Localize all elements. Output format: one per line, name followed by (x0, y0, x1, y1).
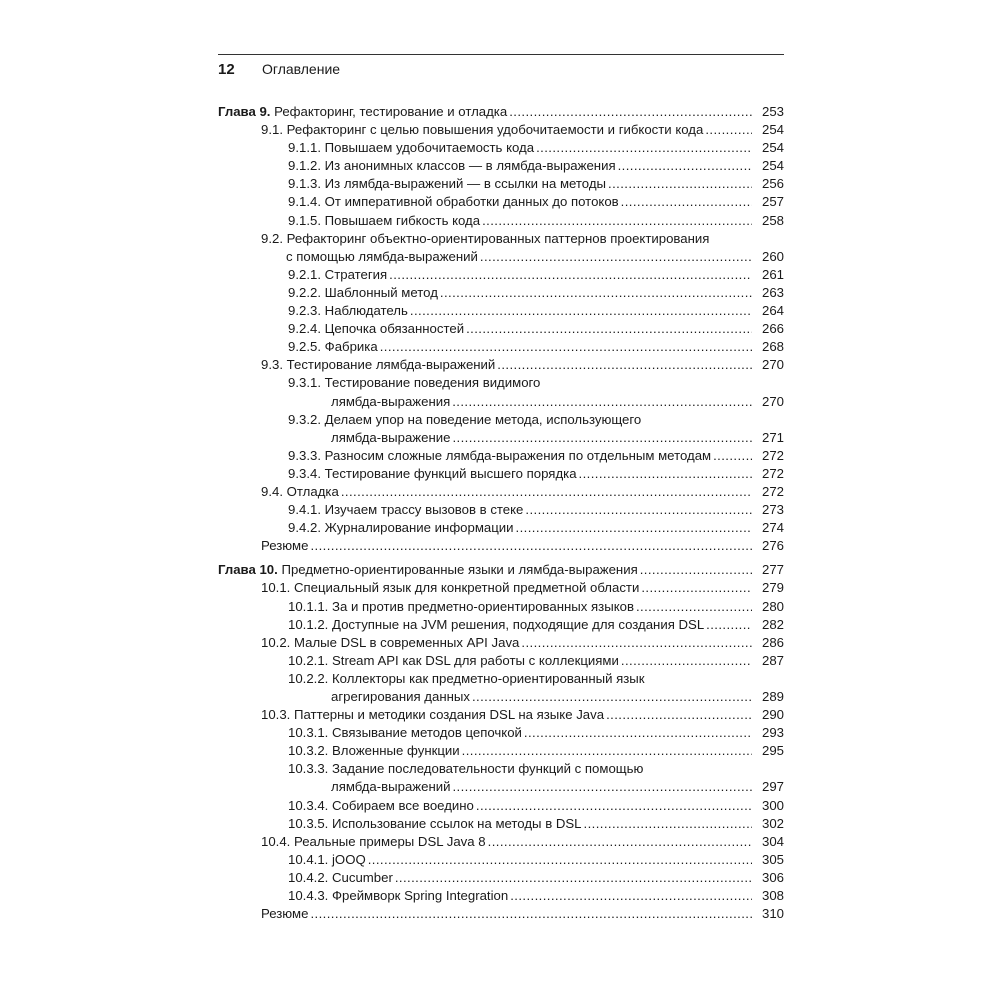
toc-page-number: 272 (761, 465, 784, 481)
toc-entry-label (218, 212, 754, 230)
page-header (218, 54, 784, 85)
toc-page-number: 268 (761, 339, 784, 355)
dot-leader (509, 103, 752, 121)
toc-entry-number: 10.4.2. (288, 869, 332, 885)
toc-entry-line (218, 760, 784, 778)
toc-entry-label (218, 447, 754, 465)
toc-entry-number: 9.3.1. (288, 375, 325, 391)
toc-entry-title: Предметно-ориентированные языки и лямбда-выражения (281, 562, 638, 578)
toc-entry-label (218, 483, 754, 501)
toc-page-number: 263 (761, 284, 784, 300)
toc-entry (218, 905, 784, 923)
toc-page-number: 254 (761, 122, 784, 138)
page-number: 12 (218, 61, 235, 78)
toc-page-number: 290 (761, 707, 784, 723)
toc-chapter (218, 561, 784, 579)
toc-entry-title: Коллекторы как предметно-ориентированный язык (332, 670, 645, 686)
toc-entry-title: За и против предметно-ориентированных языков (332, 598, 634, 614)
toc-entry-title: От императивной обработки данных до потоков (324, 194, 619, 210)
toc-page-number: 300 (761, 797, 784, 813)
toc-entry-title: Тестирование поведения видимого (324, 375, 541, 391)
toc-entry (218, 320, 784, 338)
toc-entry-number: 10.3. (261, 707, 294, 723)
toc-entry-number: 10.1.2. (288, 616, 332, 632)
dot-leader (395, 869, 752, 887)
dot-leader (440, 284, 752, 302)
toc-entry-number: 9.4.1. (288, 502, 325, 518)
toc-entry (218, 393, 784, 411)
toc-entry-title: jOOQ (332, 851, 366, 867)
toc-entry-label (218, 175, 754, 193)
toc-entry-label (218, 706, 754, 724)
dot-leader (636, 598, 752, 616)
dot-leader (497, 356, 752, 374)
toc-entry-title: Реальные примеры DSL Java 8 (294, 833, 486, 849)
dot-leader (462, 742, 752, 760)
toc-entry-number: 9.2. (261, 230, 287, 246)
toc-chapter (218, 103, 784, 121)
toc-entry-number: 10.3.4. (288, 797, 332, 813)
toc-entry-label (218, 887, 754, 905)
toc-entry-label (218, 905, 754, 923)
toc-page-number: 257 (761, 194, 784, 210)
toc-entry-title: Повышаем гибкость кода (324, 212, 481, 228)
toc-entry-number: 9.2.2. (288, 284, 325, 300)
toc-page-number: 279 (761, 580, 784, 596)
toc-entry-title: Фабрика (324, 339, 378, 355)
toc-entry-label (218, 815, 754, 833)
toc-entry-label (218, 579, 754, 597)
toc-entry-title: Связывание методов цепочкой (332, 725, 522, 741)
dot-leader (310, 905, 752, 923)
toc-entry-label (218, 121, 754, 139)
toc-entry-title: Stream API как DSL для работы с коллекциями (332, 652, 619, 668)
toc-entry-title: Тестирование функций высшего порядка (324, 465, 577, 481)
toc-entry-label (218, 724, 754, 742)
toc-entry-label (218, 284, 754, 302)
toc-entry-number: 10.4.1. (288, 851, 332, 867)
toc-page-number: 272 (761, 447, 784, 463)
toc-entry-title: Вложенные функции (332, 743, 460, 759)
toc-entry-label (218, 393, 754, 411)
dot-leader (641, 579, 752, 597)
toc-entry-title: Стратегия (324, 266, 388, 282)
toc-entry-title: Использование ссылок на методы в DSL (332, 815, 582, 831)
toc-entry-title: Из лямбда-выражений — в ссылки на методы (324, 176, 607, 192)
toc-entry-title: Повышаем удобочитаемость кода (324, 140, 535, 156)
toc-page-number: 272 (761, 483, 784, 499)
toc-entry-number: 9.3.2. (288, 411, 325, 427)
toc-page-number: 308 (761, 888, 784, 904)
toc-entry (218, 284, 784, 302)
toc-page-number: 264 (761, 303, 784, 319)
toc-entry (218, 447, 784, 465)
toc-entry-label (218, 598, 754, 616)
dot-leader (510, 887, 752, 905)
dot-leader (713, 447, 752, 465)
toc-entry-title-continued: агрегирования данных (331, 689, 470, 704)
toc-entry-title: Рефакторинг с целью повышения удобочитаемости и гибкости кода (286, 122, 704, 138)
toc-entry-title: Цепочка обязанностей (324, 321, 465, 337)
toc-entry (218, 833, 784, 851)
dot-leader (476, 797, 752, 815)
toc-entry (218, 139, 784, 157)
toc-entry-number: 9.1. (261, 122, 287, 138)
toc-page-number: 258 (761, 212, 784, 228)
toc-entry (218, 815, 784, 833)
toc-page-number: 282 (761, 616, 784, 632)
dot-leader (452, 429, 752, 447)
toc-page-number: 293 (761, 725, 784, 741)
toc-entry-label (218, 248, 754, 266)
toc-entry-number: 9.1.5. (288, 212, 325, 228)
toc-entry (218, 501, 784, 519)
toc-entry-title: Малые DSL в современных API Java (294, 634, 520, 650)
toc-entry-label (218, 465, 754, 483)
toc-entry-number: 9.4. (261, 483, 287, 499)
toc-entry (218, 797, 784, 815)
toc-entry-label (218, 103, 754, 121)
toc-entry-title: Резюме (261, 906, 309, 922)
toc-entry-label (218, 338, 754, 356)
toc-entry-number: 10.1.1. (288, 598, 332, 614)
toc-entry-title: Журналирование информации (324, 520, 514, 536)
toc-page-number: 295 (761, 743, 784, 759)
toc-page-number: 254 (761, 140, 784, 156)
toc-entry-label (218, 851, 754, 869)
toc-entry-line (218, 230, 784, 248)
toc-entry-number: 9.3. (261, 357, 287, 373)
toc-page-number: 270 (761, 357, 784, 373)
toc-entry (218, 869, 784, 887)
dot-leader (608, 175, 752, 193)
toc-entry-number: 9.1.2. (288, 158, 325, 174)
dot-leader (380, 338, 752, 356)
dot-leader (341, 483, 752, 501)
toc-entry-label (218, 519, 754, 537)
running-title: Оглавление (262, 61, 341, 77)
toc-entry-number: 10.2.1. (288, 652, 332, 668)
toc-entry (218, 579, 784, 597)
toc-page-number: 310 (761, 906, 784, 922)
toc-entry-label (218, 561, 754, 579)
dot-leader (466, 320, 752, 338)
toc-page-number: 277 (761, 562, 784, 578)
toc-entry-label (218, 652, 754, 670)
toc-entry-number: 9.2.3. (288, 303, 325, 319)
toc-entry-number: 9.3.3. (288, 447, 325, 463)
toc-entry (218, 851, 784, 869)
dot-leader (368, 851, 752, 869)
toc-entry-number: 9.1.4. (288, 194, 325, 210)
toc-entry-title: Изучаем трассу вызовов в стеке (324, 502, 524, 518)
toc-entry-title: Фреймворк Spring Integration (332, 888, 509, 904)
dot-leader (606, 706, 752, 724)
toc-entry-label (218, 193, 754, 211)
toc-entry-number: 9.2.4. (288, 321, 325, 337)
toc-entry (218, 465, 784, 483)
toc-entry-title: Резюме (261, 538, 309, 554)
toc-entry-title: Шаблонный метод (324, 284, 438, 300)
dot-leader (410, 302, 752, 320)
toc-entry-label (218, 266, 754, 284)
toc-page-number: 274 (761, 520, 784, 536)
toc-entry-label (218, 537, 754, 555)
toc-page-number: 305 (761, 851, 784, 867)
toc-entry (218, 483, 784, 501)
toc-entry-number: 10.3.5. (288, 815, 332, 831)
toc-page-number: 280 (761, 598, 784, 614)
dot-leader (621, 652, 752, 670)
toc-entry-number: Глава 10. (218, 562, 282, 578)
toc-entry-title-continued: лямбда-выражений (331, 779, 451, 795)
toc-entry-label (218, 634, 754, 652)
dot-leader (536, 139, 752, 157)
dot-leader (452, 778, 752, 796)
toc-entry-number: 10.3.3. (288, 761, 332, 777)
toc-entry-number: 10.4.3. (288, 888, 332, 904)
toc-entry-title: Делаем упор на поведение метода, использующего (324, 411, 642, 427)
toc-entry (218, 212, 784, 230)
toc-entry (218, 266, 784, 284)
dot-leader (640, 561, 752, 579)
toc-entry-title: Из анонимных классов — в лямбда-выражения (324, 158, 616, 174)
toc-page-number: 276 (761, 538, 784, 554)
toc-entry (218, 519, 784, 537)
dot-leader (482, 212, 752, 230)
toc-entry-number: 9.2.5. (288, 339, 325, 355)
toc-entry (218, 175, 784, 193)
dot-leader (310, 537, 752, 555)
dot-leader (521, 634, 752, 652)
toc-entry (218, 616, 784, 634)
toc-entry-label (218, 501, 754, 519)
toc-entry-label (218, 869, 754, 887)
toc-entry-title: Задание последовательности функций с помощью (332, 761, 644, 777)
toc-entry-title: Паттерны и методики создания DSL на языке Java (294, 707, 605, 723)
dot-leader (480, 248, 752, 266)
toc-entry-label (218, 688, 754, 706)
toc-entry-line (218, 670, 784, 688)
toc-entry (218, 193, 784, 211)
toc-entry-label (218, 320, 754, 338)
dot-leader (488, 833, 752, 851)
toc-entry (218, 356, 784, 374)
toc-entry (218, 338, 784, 356)
toc-page-number: 253 (761, 104, 784, 119)
toc-entry-title: Разносим сложные лямбда-выражения по отдельным методам (324, 447, 712, 463)
toc-entry-number: 9.2.1. (288, 266, 325, 282)
toc-entry-title: Отладка (286, 483, 339, 499)
dot-leader (621, 193, 752, 211)
toc-entry-label (218, 302, 754, 320)
toc-entry (218, 598, 784, 616)
toc-page-number: 304 (761, 833, 784, 849)
toc-entry-number: Глава 9. (218, 104, 275, 119)
toc-entry (218, 742, 784, 760)
toc-entry (218, 121, 784, 139)
toc-entry-number: 10.3.1. (288, 725, 332, 741)
toc-entry-label (218, 157, 754, 175)
dot-leader (524, 724, 752, 742)
dot-leader (584, 815, 752, 833)
toc-entry-title: Собираем все воедино (332, 797, 474, 813)
toc-page-number: 273 (761, 502, 784, 518)
toc-entry-title-continued: лямбда-выражение (331, 429, 451, 445)
toc-entry-title: Cucumber (332, 869, 393, 885)
toc-entry-number: 10.2.2. (288, 670, 332, 686)
toc-page-number: 302 (761, 815, 784, 831)
dot-leader (705, 121, 752, 139)
dot-leader (516, 519, 752, 537)
toc-entry-title-continued: с помощью лямбда-выражений (286, 248, 478, 264)
toc-entry-title: Наблюдатель (324, 303, 408, 319)
dot-leader (579, 465, 752, 483)
toc-entry-label (218, 616, 754, 634)
toc-entry-line (218, 374, 784, 392)
dot-leader (706, 616, 752, 634)
toc-entry (218, 688, 784, 706)
toc-entry-label (218, 139, 754, 157)
toc-entry-label (218, 356, 754, 374)
toc-entry-number: 9.1.3. (288, 176, 325, 192)
toc-entry-line (218, 411, 784, 429)
toc-entry-title: Тестирование лямбда-выражений (286, 357, 496, 373)
toc-page-number: 286 (761, 634, 784, 650)
toc-entry-number: 10.1. (261, 580, 294, 596)
toc-entry (218, 724, 784, 742)
toc-entry-label (218, 778, 754, 796)
toc-entry (218, 248, 784, 266)
toc-entry-label (218, 833, 754, 851)
dot-leader (618, 157, 752, 175)
toc-entry (218, 157, 784, 175)
toc-entry (218, 429, 784, 447)
toc-entry-title: Специальный язык для конкретной предметной области (294, 580, 640, 596)
toc-page-number: 256 (761, 176, 784, 192)
toc-entry-number: 10.3.2. (288, 743, 332, 759)
toc-entry-title-continued: лямбда-выражения (331, 393, 451, 409)
toc-entry-title: Доступные на JVM решения, подходящие для создания DSL (332, 616, 705, 632)
toc-page-number: 254 (761, 158, 784, 174)
toc-page-number: 287 (761, 652, 784, 668)
toc-entry-number: 9.4.2. (288, 520, 325, 536)
toc-entry-label (218, 742, 754, 760)
toc-entry-number: 10.2. (261, 634, 294, 650)
toc-page-number: 261 (761, 266, 784, 282)
toc-entry-label (218, 797, 754, 815)
toc-entry (218, 634, 784, 652)
dot-leader (525, 501, 752, 519)
toc-entry-number: 10.4. (261, 833, 294, 849)
toc-entry (218, 778, 784, 796)
toc-entry (218, 537, 784, 555)
toc-entry-title: Рефакторинг, тестирование и отладка (274, 104, 508, 119)
dot-leader (452, 393, 752, 411)
toc-page-number: 270 (761, 393, 784, 409)
toc-page-number: 289 (761, 689, 784, 704)
dot-leader (389, 266, 752, 284)
toc-entry-label (218, 429, 754, 447)
toc-page-number: 306 (761, 869, 784, 885)
toc-page-number: 260 (761, 248, 784, 264)
toc-entry (218, 652, 784, 670)
toc-entry-title: Рефакторинг объектно-ориентированных паттернов проектирования (286, 230, 710, 246)
toc-entry (218, 887, 784, 905)
toc-page-number: 297 (761, 779, 784, 795)
toc-entry (218, 706, 784, 724)
toc-page-number: 266 (761, 321, 784, 337)
toc-page-number: 271 (761, 429, 784, 445)
dot-leader (472, 688, 752, 706)
toc-entry-number: 9.1.1. (288, 140, 325, 156)
toc-entry-number: 9.3.4. (288, 465, 325, 481)
table-of-contents (218, 103, 784, 923)
toc-entry (218, 302, 784, 320)
